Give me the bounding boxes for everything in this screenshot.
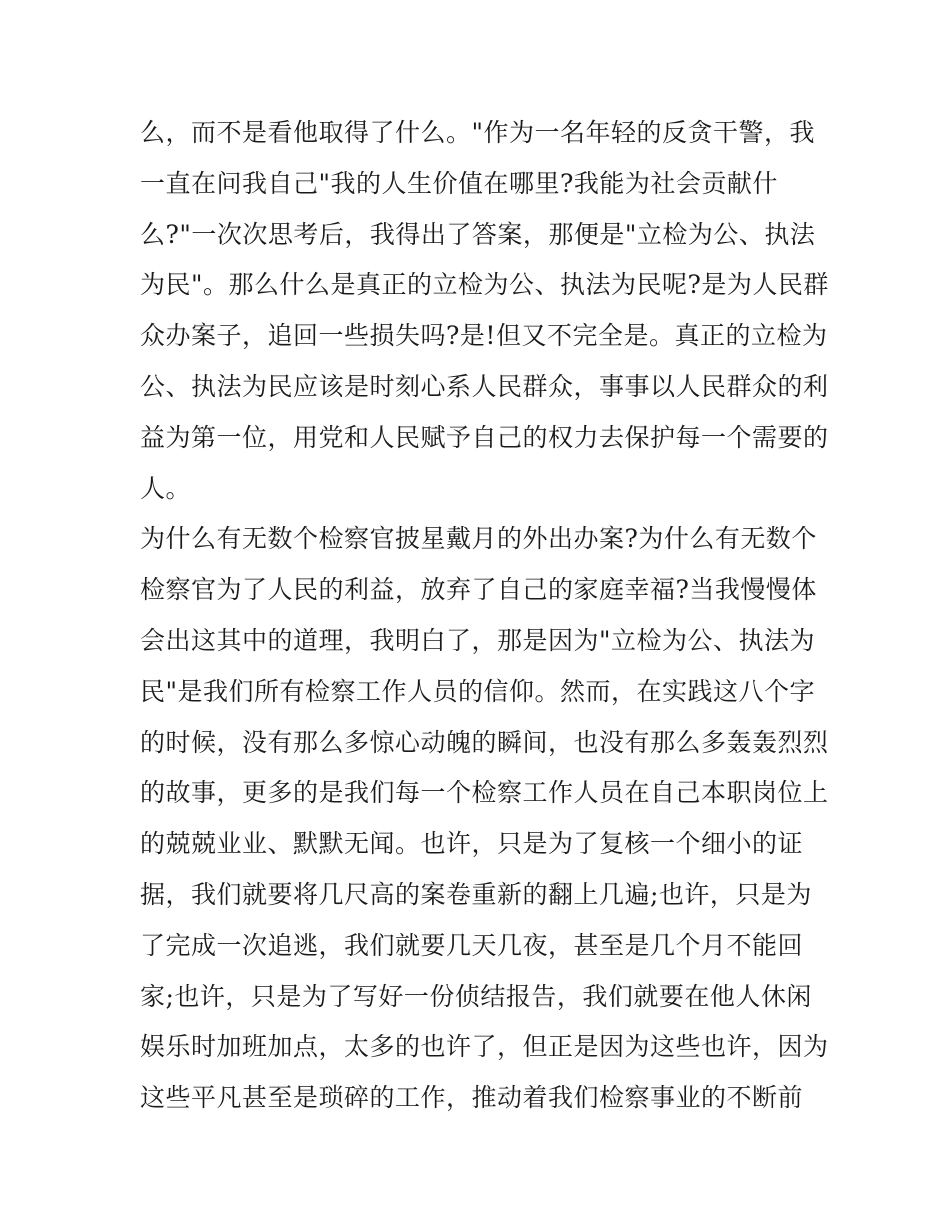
text-line: 民"是我们所有检察工作人员的信仰。然而，在实践这八个字 — [140, 676, 816, 706]
text-line: 为什么有无数个检察官披星戴月的外出办案?为什么有无数个 — [140, 524, 817, 554]
text-line: 人。 — [140, 473, 192, 503]
text-line: 公、执法为民应该是时刻心系人民群众，事事以人民群众的利 — [140, 371, 829, 401]
text-line: 么?"一次次思考后，我得出了答案，那便是"立检为公、执法 — [140, 219, 816, 249]
text-line: 检察官为了人民的利益，放弃了自己的家庭幸福?当我慢慢体 — [140, 575, 817, 605]
text-line: 会出这其中的道理，我明白了，那是因为"立检为公、执法为 — [140, 625, 816, 655]
text-line: 娱乐时加班加点，太多的也许了，但正是因为这些也许，因为 — [140, 1032, 829, 1062]
text-line: 的时候，没有那么多惊心动魄的瞬间，也没有那么多轰轰烈烈 — [140, 727, 829, 757]
text-line: 的故事，更多的是我们每一个检察工作人员在自己本职岗位上 — [140, 778, 829, 808]
text-line: 了完成一次追逃，我们就要几天几夜，甚至是几个月不能回 — [140, 930, 804, 960]
text-line: 家;也许，只是为了写好一份侦结报告，我们就要在他人休闲 — [140, 981, 812, 1011]
text-line: 为民"。那么什么是真正的立检为公、执法为民呢?是为人民群 — [140, 270, 829, 300]
text-line: 一直在问我自己"我的人生价值在哪里?我能为社会贡献什 — [140, 168, 778, 198]
text-line: 么，而不是看他取得了什么。"作为一名年轻的反贪干警，我 — [140, 118, 816, 147]
text-line: 这些平凡甚至是琐碎的工作，推动着我们检察事业的不断前 — [140, 1083, 804, 1113]
text-line: 的兢兢业业、默默无闻。也许，只是为了复核一个细小的证 — [140, 829, 804, 859]
text-line: 益为第一位，用党和人民赋予自己的权力去保护每一个需要的 — [140, 422, 829, 452]
body-text — [140, 108, 830, 1124]
text-line: 众办案子，追回一些损失吗?是!但又不完全是。真正的立检为 — [140, 321, 828, 351]
text-line: 据，我们就要将几尺高的案卷重新的翻上几遍;也许，只是为 — [140, 879, 812, 909]
